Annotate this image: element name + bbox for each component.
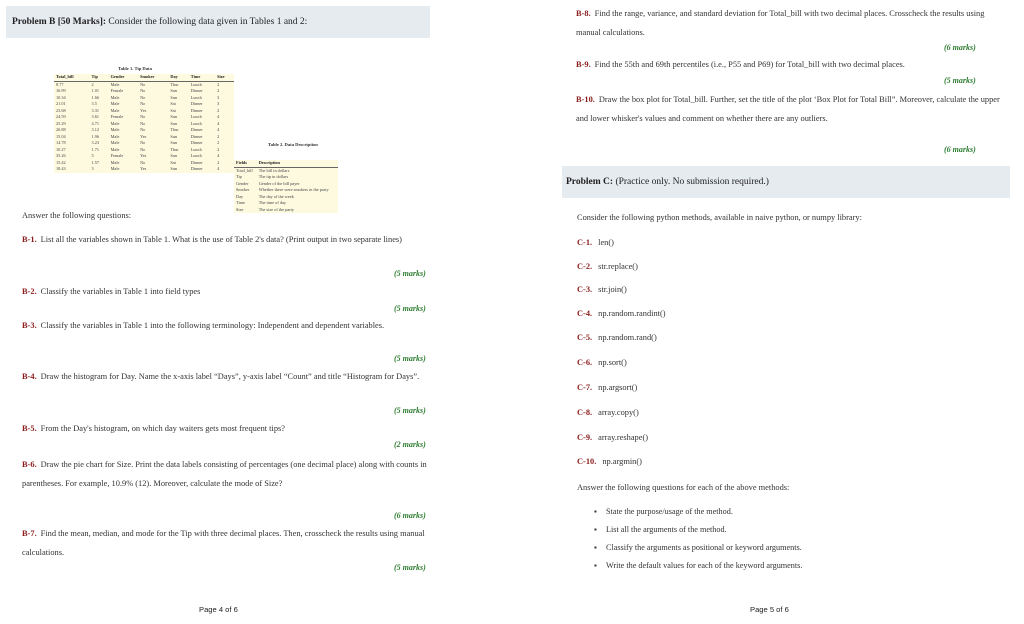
table-cell: The size of the party [258, 206, 295, 212]
table2-caption: Table 2. Data Description [268, 142, 318, 147]
question-number: B-4. [22, 372, 37, 381]
method-item [577, 309, 666, 318]
table-cell: Yes [140, 153, 147, 158]
marks-b9: (5 marks) [944, 76, 976, 85]
table-cell: The bill in dollars [258, 167, 290, 173]
data-description-table [234, 160, 338, 213]
table-cell: Smoker [236, 187, 250, 192]
marks-b3: (5 marks) [394, 354, 426, 363]
method-number: C-9. [577, 433, 593, 442]
method-number: C-4. [577, 309, 593, 318]
table-cell: No [140, 159, 146, 165]
question-number: B-8. [576, 9, 591, 18]
table-cell: 26.88 [56, 127, 66, 132]
marks-b7: (5 marks) [394, 563, 426, 572]
marks-b1: (5 marks) [394, 269, 426, 278]
table-row [54, 166, 234, 173]
method-item [577, 383, 637, 392]
bullet-item: ▪ State the purpose/usage of the method. [606, 507, 733, 516]
table-cell: The time of day [258, 200, 287, 205]
method-name: np.random.randint() [598, 309, 666, 318]
table-cell: 5 [91, 153, 94, 158]
question-text: Draw the histogram for Day. Name the x-axis label “Days”, y-axis label “Count” and title “Histogram for Days”. [40, 372, 420, 381]
desc-table-header-cell: Fields [234, 160, 257, 167]
marks-b6: (6 marks) [394, 511, 426, 520]
table-cell: Yes [140, 133, 147, 139]
table-cell: 2 [217, 88, 220, 93]
answer-prompt: Answer the following questions: [22, 211, 132, 220]
question-b1 [22, 230, 432, 249]
table-cell: Sun [170, 133, 178, 139]
table-cell: Yes [140, 107, 147, 113]
problem-c-text: (Practice only. No submission required.) [615, 177, 769, 187]
table-cell: Female [110, 88, 124, 93]
table-cell: 4 [217, 127, 220, 132]
bullet-item: ▪ Classify the arguments as positional or keyword arguments. [606, 543, 802, 552]
table-cell: Male [110, 159, 120, 165]
table-cell: Female [110, 114, 124, 119]
table-cell: 2 [217, 81, 220, 87]
table-cell: 8.77 [56, 81, 64, 87]
tip-table-header-cell: Gender [109, 74, 138, 81]
table-cell: Sun [170, 114, 178, 119]
table-cell: No [140, 120, 146, 126]
table-cell: Tip [236, 174, 242, 179]
table-cell: Dinner [190, 88, 203, 93]
table-cell: Male [110, 127, 120, 132]
method-item [577, 433, 648, 442]
table-cell: Thur [170, 127, 179, 132]
table-cell: 1.71 [91, 146, 100, 152]
tip-table-header-cell: Tip [90, 74, 109, 81]
table-cell: Male [110, 94, 120, 100]
table-cell: 3.12 [91, 127, 100, 132]
method-item [577, 285, 627, 294]
table-cell: Dinner [190, 166, 203, 171]
table-cell: Sun [170, 88, 178, 93]
question-number: B-1. [22, 235, 37, 244]
table-cell: No [140, 94, 146, 100]
problem-b-title: Problem B [50 Marks]: [12, 17, 107, 27]
table-cell: Gender of the bill payer [258, 180, 300, 186]
problem-b-header [6, 6, 430, 38]
table-cell: Dinner [190, 140, 203, 145]
table-row [234, 167, 338, 174]
problem-b-text: Consider the following data given in Tables 1 and 2: [108, 17, 308, 27]
table-cell: 2 [91, 81, 94, 87]
question-text: Find the 55th and 69th percentiles (i.e., P55 and P69) for Total_bill with two decimal places. [594, 60, 905, 69]
table-cell: Sat [170, 159, 176, 165]
table-cell: Male [110, 133, 120, 139]
table-cell: 16.99 [56, 88, 66, 93]
table-cell: No [140, 81, 146, 87]
question-text: List all the variables shown in Table 1. What is the use of Table 2's data? (Print output in two separate lines) [40, 235, 402, 244]
question-text: Classify the variables in Table 1 into field types [40, 287, 201, 296]
table-cell: Sun [170, 140, 178, 145]
table-cell: 24.59 [56, 114, 66, 119]
table-cell: 10.34 [56, 94, 66, 100]
table-cell: Thur [170, 81, 179, 87]
question-text: Draw the box plot for Total_bill. Further, set the title of the plot ‘Box Plot for Total Bill”. Moreover, calculate the upper and lower whisker's values and comment on whether there are any outliers. [576, 95, 1000, 123]
table-cell: Male [110, 107, 120, 113]
table-cell: 4 [217, 114, 220, 119]
tip-table-header-cell: Total_bill [54, 74, 90, 81]
marks-b5: (2 marks) [394, 440, 426, 449]
question-b3 [22, 316, 432, 335]
table-cell: Time [236, 200, 245, 205]
table-cell: 4.71 [91, 120, 100, 126]
method-item [577, 333, 657, 342]
table-cell: Male [110, 146, 120, 152]
table-cell: Lunch [190, 120, 202, 126]
table-cell: Dinner [190, 107, 203, 113]
table-row [234, 207, 338, 214]
table-cell: No [140, 101, 146, 106]
method-number: C-3. [577, 285, 593, 294]
table-cell: 3 [91, 166, 94, 171]
table-cell: 23.68 [56, 107, 66, 113]
method-item [577, 262, 638, 271]
table-cell: Dinner [190, 133, 203, 139]
bullet-item: ▪ Write the default values for each of the keyword arguments. [606, 561, 802, 570]
method-item [577, 457, 642, 466]
question-number: B-3. [22, 321, 37, 330]
table-cell: 21.01 [56, 101, 66, 106]
desc-table-header-cell: Description [257, 160, 338, 167]
method-number: C-6. [577, 358, 593, 367]
page-footer: Page 5 of 6 [750, 605, 789, 614]
page-5 [512, 0, 1024, 624]
table-cell: Male [110, 140, 120, 145]
table-cell: 1.96 [91, 133, 100, 139]
table-cell: Sat [170, 101, 176, 106]
bullet-item: ▪ List all the arguments of the method. [606, 525, 727, 534]
method-number: C-1. [577, 238, 593, 247]
table-cell: Lunch [190, 81, 202, 87]
table-cell: Sun [170, 166, 178, 171]
method-number: C-7. [577, 383, 593, 392]
question-b5 [22, 419, 432, 438]
table-cell: Whether there were smokers in the party [258, 187, 329, 192]
table-cell: 35.26 [56, 153, 66, 158]
table-cell: Dinner [190, 101, 203, 106]
question-b6 [22, 455, 432, 493]
method-item [577, 238, 614, 247]
method-name: str.join() [598, 285, 627, 294]
methods-intro: Consider the following python methods, available in naive python, or numpy library: [577, 213, 862, 222]
table-cell: Sun [170, 153, 178, 158]
marks-b10: (6 marks) [944, 145, 976, 154]
question-text: Classify the variables in Table 1 into the following terminology: Independent and dependent variables. [40, 321, 385, 330]
marks-b4: (5 marks) [394, 406, 426, 415]
method-name: array.reshape() [598, 433, 649, 442]
problem-c-header [562, 166, 1010, 198]
table-cell: Male [110, 166, 120, 171]
method-number: C-5. [577, 333, 593, 342]
method-number: C-2. [577, 262, 593, 271]
table-cell: No [140, 140, 146, 145]
question-number: B-2. [22, 287, 37, 296]
table-cell: 15.04 [56, 133, 66, 139]
tip-table-header-cell: Day [168, 74, 188, 81]
table-cell: Lunch [190, 153, 202, 158]
question-number: B-5. [22, 424, 37, 433]
table-cell: Male [110, 81, 120, 87]
table-cell: 4 [217, 153, 220, 158]
table-cell: Lunch [190, 114, 202, 119]
table-cell: 14.78 [56, 140, 66, 145]
tip-table-header-cell: Size [215, 74, 234, 81]
method-name: np.argsort() [598, 383, 638, 392]
question-b9 [576, 55, 1002, 74]
table-cell: 2 [217, 159, 220, 165]
table-cell: 3 [217, 94, 220, 100]
table-cell: 1.66 [91, 94, 100, 100]
question-number: B-9. [576, 60, 591, 69]
table-cell: No [140, 127, 146, 132]
question-text: Find the range, variance, and standard deviation for Total_bill with two decimal places. Crosscheck the results using manual calculations. [576, 9, 985, 37]
table-cell: No [140, 146, 146, 152]
method-item [577, 408, 639, 417]
table-cell: 1.57 [91, 159, 100, 165]
table-cell: Male [110, 101, 120, 106]
question-text: Find the mean, median, and mode for the Tip with three decimal places. Then, crosscheck the results using manual calculations. [22, 529, 425, 557]
question-b7 [22, 524, 432, 562]
method-name: len() [598, 238, 614, 247]
table-cell: Sun [170, 120, 178, 126]
table-cell: Dinner [190, 159, 203, 165]
table-row [54, 81, 234, 88]
question-b2 [22, 282, 432, 301]
marks-b2: (5 marks) [394, 304, 426, 313]
table-cell: 2 [217, 107, 220, 113]
table-cell: Gender [236, 180, 249, 186]
method-number: C-10. [577, 457, 597, 466]
tip-data-table [54, 74, 234, 173]
method-name: np.random.rand() [598, 333, 657, 342]
tip-table-header-cell: Smoker [138, 74, 168, 81]
method-number: C-8. [577, 408, 593, 417]
method-item [577, 358, 627, 367]
table-cell: Male [110, 120, 120, 126]
question-text: From the Day's histogram, on which day waiters gets most frequent tips? [40, 424, 285, 433]
question-text: Draw the pie chart for Size. Print the data labels consisting of percentages (one decimal place) along with counts in parentheses. For example, 10.9% (12). Moreover, calculate the mode of Size? [22, 460, 427, 488]
table-cell: 3.5 [91, 101, 97, 106]
table-cell: 1.01 [91, 88, 100, 93]
table-cell: Lunch [190, 94, 202, 100]
table-cell: 25.29 [56, 120, 66, 126]
table-cell: No [140, 114, 146, 119]
question-b4 [22, 367, 432, 386]
table-cell: 4 [217, 166, 220, 171]
table-cell: 3 [217, 101, 220, 106]
table-cell: Thur [170, 146, 179, 152]
table-cell: 15.42 [56, 159, 66, 165]
table-cell: Yes [140, 166, 147, 171]
marks-b8: (6 marks) [944, 43, 976, 52]
table-cell: 2 [217, 146, 220, 152]
table-cell: 2 [217, 140, 220, 145]
page-footer: Page 4 of 6 [199, 605, 238, 614]
table-cell: 3.61 [91, 114, 100, 119]
table-cell: 3.31 [91, 107, 100, 113]
method-name: array.copy() [598, 408, 639, 417]
question-b10 [576, 90, 1002, 128]
tip-table-header-cell: Time [189, 74, 215, 81]
table-cell: 2 [217, 133, 220, 139]
methods-answer-prompt: Answer the following questions for each of the above methods: [577, 483, 790, 492]
table-cell: Size [236, 206, 244, 212]
table-cell: Total_bill [236, 167, 253, 173]
table-cell: Sat [170, 107, 176, 113]
table1-caption: Table 1. Tip Data [118, 66, 152, 71]
question-number: B-10. [576, 95, 595, 104]
table-cell: Dinner [190, 127, 203, 132]
table-cell: 10.27 [56, 146, 66, 152]
table-cell: 3.23 [91, 140, 100, 145]
table-cell: The tip in dollars [258, 174, 289, 179]
question-number: B-6. [22, 460, 37, 469]
question-number: B-7. [22, 529, 37, 538]
table-cell: No [140, 88, 146, 93]
question-b8 [576, 4, 1002, 42]
table-cell: 18.43 [56, 166, 66, 171]
table-cell: Day [236, 193, 244, 199]
problem-c-title: Problem C: [566, 177, 614, 187]
table-cell: Female [110, 153, 124, 158]
method-name: str.replace() [598, 262, 638, 271]
table-cell: Sun [170, 94, 178, 100]
table-cell: Lunch [190, 146, 202, 152]
table-cell: The day of the week [258, 193, 294, 199]
method-name: np.argmin() [602, 457, 642, 466]
method-name: np.sort() [598, 358, 627, 367]
table-cell: 4 [217, 120, 220, 126]
